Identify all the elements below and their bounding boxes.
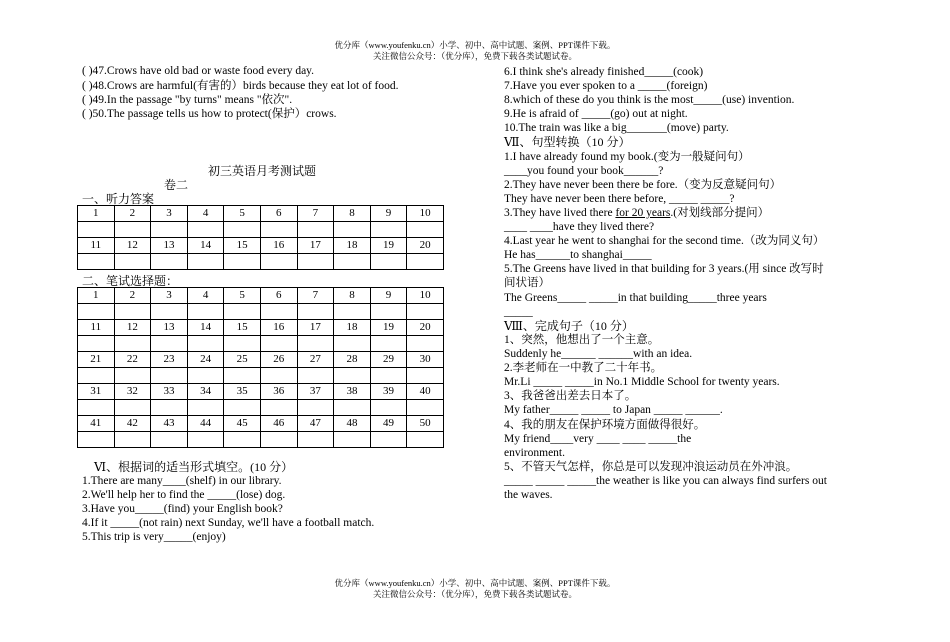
grid-number-cell: 41: [78, 416, 115, 432]
grid-answer-cell[interactable]: [297, 400, 334, 416]
grid-answer-cell[interactable]: [297, 368, 334, 384]
grid-number-cell: 2: [114, 206, 151, 222]
section7-line: 5.The Greens have lived in that building for 3 years.(用 since 改写时: [504, 263, 824, 275]
tf-question-49: ( )49.In the passage "by turns" means "依次".: [82, 94, 293, 106]
grid-answer-cell[interactable]: [187, 368, 224, 384]
grid-answer-cell[interactable]: [297, 222, 334, 238]
grid-answer-cell[interactable]: [370, 336, 407, 352]
section7-line: 间状语）: [504, 277, 550, 289]
grid-number-cell: 29: [370, 352, 407, 368]
grid-answer-cell[interactable]: [78, 304, 115, 320]
grid-number-cell: 46: [260, 416, 297, 432]
section7-line: _____: [504, 306, 533, 318]
grid-answer-cell[interactable]: [151, 336, 188, 352]
section6-item-10: 10.The train was like a big_______(move) party.: [504, 122, 729, 134]
grid-number-cell: 1: [78, 206, 115, 222]
grid-number-cell: 45: [224, 416, 261, 432]
grid-answer-cell[interactable]: [114, 222, 151, 238]
grid-number-cell: 34: [187, 384, 224, 400]
grid-answer-cell[interactable]: [370, 368, 407, 384]
section8-line: My father_____ _____ to Japan _____ ______.: [504, 404, 723, 416]
grid-number-cell: 39: [370, 384, 407, 400]
grid-answer-cell[interactable]: [297, 254, 334, 270]
grid-row: [78, 384, 444, 400]
grid-number-cell: 9: [370, 206, 407, 222]
section8-line: 3、我爸爸出差去日本了。: [504, 390, 637, 402]
grid-answer-cell[interactable]: [151, 368, 188, 384]
grid-row: [78, 254, 444, 270]
grid-answer-cell[interactable]: [260, 304, 297, 320]
grid-answer-cell[interactable]: [187, 304, 224, 320]
listening-answer-label: 一、听力答案: [82, 192, 155, 206]
section7-line: ____you found your book______?: [504, 165, 664, 177]
section8-line: _____ _____ _____the weather is like you can always find surfers out: [504, 475, 827, 487]
grid-number-cell: 49: [370, 416, 407, 432]
grid-answer-cell[interactable]: [260, 254, 297, 270]
grid-number-cell: 19: [370, 238, 407, 254]
grid-number-cell: 16: [260, 238, 297, 254]
grid-answer-cell[interactable]: [260, 432, 297, 448]
grid-number-cell: 6: [260, 206, 297, 222]
grid-number-cell: 30: [407, 352, 444, 368]
section6-item-3: 3.Have you_____(find) your English book?: [82, 503, 283, 515]
grid-number-cell: 18: [334, 320, 371, 336]
grid-answer-cell[interactable]: [187, 336, 224, 352]
grid-number-cell: 26: [260, 352, 297, 368]
grid-answer-cell[interactable]: [407, 336, 444, 352]
grid-number-cell: 12: [114, 320, 151, 336]
grid-number-cell: 31: [78, 384, 115, 400]
section8-line: 4、我的朋友在保护环境方面做得很好。: [504, 419, 706, 431]
section7-line-3-end: .(对划线部分提问）: [670, 207, 770, 219]
grid-number-cell: 17: [297, 320, 334, 336]
grid-number-cell: 11: [78, 320, 115, 336]
section7-line: They have never been there before, _____ _____?: [504, 193, 735, 205]
grid-number-cell: 7: [297, 288, 334, 304]
page-header-line1: 优分库（www.youfenku.cn）小学、初中、高中试题、案例、PPT课件下载。: [334, 40, 616, 50]
grid-row: [78, 416, 444, 432]
section8-line: 5、不管天气怎样，你总是可以发现冲浪运动员在外冲浪。: [504, 461, 798, 473]
grid-number-cell: 1: [78, 288, 115, 304]
grid-number-cell: 10: [407, 206, 444, 222]
grid-number-cell: 47: [297, 416, 334, 432]
grid-number-cell: 8: [334, 206, 371, 222]
grid-answer-cell[interactable]: [370, 304, 407, 320]
grid-answer-cell[interactable]: [260, 222, 297, 238]
grid-number-cell: 22: [114, 352, 151, 368]
grid-answer-cell[interactable]: [224, 432, 261, 448]
grid-number-cell: 36: [260, 384, 297, 400]
section7-line: 1.I have already found my book.(变为一般疑问句）: [504, 151, 750, 163]
grid-answer-cell[interactable]: [224, 222, 261, 238]
grid-number-cell: 21: [78, 352, 115, 368]
grid-number-cell: 7: [297, 206, 334, 222]
grid-number-cell: 25: [224, 352, 261, 368]
grid-answer-cell[interactable]: [114, 254, 151, 270]
grid-answer-cell[interactable]: [297, 432, 334, 448]
grid-answer-cell[interactable]: [151, 304, 188, 320]
grid-answer-cell[interactable]: [151, 222, 188, 238]
grid-number-cell: 40: [407, 384, 444, 400]
section8-line: My friend____very ____ ____ _____the: [504, 433, 692, 445]
grid-answer-cell[interactable]: [224, 254, 261, 270]
grid-answer-cell[interactable]: [407, 368, 444, 384]
section6-item-9: 9.He is afraid of _____(go) out at night.: [504, 108, 688, 120]
grid-answer-cell[interactable]: [260, 336, 297, 352]
grid-number-cell: 35: [224, 384, 261, 400]
grid-row: [78, 320, 444, 336]
grid-number-cell: 43: [151, 416, 188, 432]
grid-answer-cell[interactable]: [151, 432, 188, 448]
section7-line: The Greens_____ _____in that building_____three years: [504, 292, 767, 304]
grid-answer-cell[interactable]: [78, 432, 115, 448]
grid-answer-cell[interactable]: [187, 222, 224, 238]
grid-row: [78, 238, 444, 254]
grid-row: [78, 432, 444, 448]
grid-number-cell: 2: [114, 288, 151, 304]
grid-number-cell: 24: [187, 352, 224, 368]
grid-number-cell: 50: [407, 416, 444, 432]
grid-row: [78, 336, 444, 352]
grid-number-cell: 10: [407, 288, 444, 304]
grid-answer-cell[interactable]: [407, 432, 444, 448]
grid-row: [78, 352, 444, 368]
grid-row: [78, 206, 444, 222]
grid-number-cell: 12: [114, 238, 151, 254]
grid-answer-cell[interactable]: [78, 368, 115, 384]
grid-number-cell: 13: [151, 320, 188, 336]
grid-number-cell: 27: [297, 352, 334, 368]
grid-number-cell: 14: [187, 320, 224, 336]
tf-question-48: ( )48.Crows are harmful(有害的）birds because they eat lot of food.: [82, 80, 399, 92]
grid-answer-cell[interactable]: [151, 254, 188, 270]
grid-number-cell: 3: [151, 288, 188, 304]
grid-row: [78, 288, 444, 304]
grid-answer-cell[interactable]: [334, 304, 371, 320]
section6-item-1: 1.There are many____(shelf) in our library.: [82, 475, 282, 487]
grid-row: [78, 222, 444, 238]
grid-number-cell: 37: [297, 384, 334, 400]
grid-number-cell: 15: [224, 238, 261, 254]
grid-answer-cell[interactable]: [224, 368, 261, 384]
grid-answer-cell[interactable]: [334, 254, 371, 270]
grid-number-cell: 9: [370, 288, 407, 304]
grid-answer-cell[interactable]: [78, 400, 115, 416]
grid-answer-cell[interactable]: [114, 368, 151, 384]
grid-answer-cell[interactable]: [334, 336, 371, 352]
grid-answer-cell[interactable]: [407, 222, 444, 238]
grid-number-cell: 23: [151, 352, 188, 368]
grid-answer-cell[interactable]: [407, 254, 444, 270]
grid-number-cell: 32: [114, 384, 151, 400]
grid-answer-cell[interactable]: [187, 432, 224, 448]
grid-number-cell: 42: [114, 416, 151, 432]
grid-answer-cell[interactable]: [370, 222, 407, 238]
grid-answer-cell[interactable]: [407, 304, 444, 320]
exam-title: 初三英语月考测试题: [208, 164, 317, 178]
grid-number-cell: 11: [78, 238, 115, 254]
grid-answer-cell[interactable]: [370, 254, 407, 270]
grid-number-cell: 20: [407, 238, 444, 254]
grid-number-cell: 3: [151, 206, 188, 222]
grid-number-cell: 16: [260, 320, 297, 336]
listening-answer-grid: [77, 205, 444, 270]
grid-row: [78, 400, 444, 416]
grid-answer-cell[interactable]: [297, 304, 334, 320]
grid-number-cell: 28: [334, 352, 371, 368]
grid-answer-cell[interactable]: [334, 400, 371, 416]
grid-answer-cell[interactable]: [78, 254, 115, 270]
section7-line: ____ ____have they lived there?: [504, 221, 655, 233]
grid-answer-cell[interactable]: [224, 400, 261, 416]
grid-number-cell: 14: [187, 238, 224, 254]
section7-line-3: [504, 206, 769, 220]
grid-answer-cell[interactable]: [260, 368, 297, 384]
grid-number-cell: 44: [187, 416, 224, 432]
section8-line: the waves.: [504, 489, 553, 501]
grid-number-cell: 15: [224, 320, 261, 336]
grid-answer-cell[interactable]: [114, 432, 151, 448]
section7-title: Ⅶ、句型转换（10 分）: [504, 135, 631, 149]
grid-answer-cell[interactable]: [407, 400, 444, 416]
section8-line: 1、突然，他想出了一个主意。: [504, 334, 660, 346]
section8-title: Ⅷ、完成句子（10 分）: [504, 319, 634, 333]
grid-number-cell: 19: [370, 320, 407, 336]
section6-item-6: 6.I think she's already finished_____(cook): [504, 66, 704, 78]
section8-line: Suddenly he______ ______with an idea.: [504, 348, 693, 360]
grid-row: [78, 368, 444, 384]
grid-answer-cell[interactable]: [334, 432, 371, 448]
grid-answer-cell[interactable]: [297, 336, 334, 352]
grid-number-cell: 8: [334, 288, 371, 304]
grid-number-cell: 18: [334, 238, 371, 254]
section7-line: 4.Last year he went to shanghai for the second time.（改为同义句）: [504, 235, 825, 247]
grid-number-cell: 4: [187, 288, 224, 304]
grid-number-cell: 5: [224, 288, 261, 304]
tf-question-47: ( )47.Crows have old bad or waste food every day.: [82, 65, 315, 77]
grid-answer-cell[interactable]: [114, 400, 151, 416]
section6-item-2: 2.We'll help her to find the _____(lose) dog.: [82, 489, 286, 501]
grid-number-cell: 20: [407, 320, 444, 336]
section6-title: Ⅵ、根据词的适当形式填空。(10 分）: [94, 460, 294, 474]
tf-question-50: ( )50.The passage tells us how to protect(保护）crows.: [82, 108, 337, 120]
grid-number-cell: 33: [151, 384, 188, 400]
page-header-line2: 关注微信公众号：（优分库），免费下载各类试题试卷。: [372, 51, 577, 61]
grid-number-cell: 6: [260, 288, 297, 304]
grid-number-cell: 5: [224, 206, 261, 222]
grid-answer-cell[interactable]: [151, 400, 188, 416]
section6-item-5: 5.This trip is very_____(enjoy): [82, 531, 226, 543]
section8-line: environment.: [504, 447, 565, 459]
grid-answer-cell[interactable]: [114, 304, 151, 320]
grid-answer-cell[interactable]: [187, 254, 224, 270]
grid-answer-cell[interactable]: [370, 432, 407, 448]
grid-answer-cell[interactable]: [224, 336, 261, 352]
grid-row: [78, 304, 444, 320]
page-footer-line1: 优分库（www.youfenku.cn）小学、初中、高中试题、案例、PPT课件下载。: [334, 578, 616, 588]
section6-item-8: 8.which of these do you think is the most_____(use) invention.: [504, 94, 795, 106]
grid-answer-cell[interactable]: [370, 400, 407, 416]
section8-line: 2.李老师在一中教了二十年书。: [504, 362, 663, 374]
grid-answer-cell[interactable]: [334, 222, 371, 238]
grid-answer-cell[interactable]: [114, 336, 151, 352]
section8-line: Mr.Li _____ _____in No.1 Middle School for twenty years.: [504, 376, 780, 388]
grid-number-cell: 4: [187, 206, 224, 222]
grid-number-cell: 48: [334, 416, 371, 432]
grid-answer-cell[interactable]: [260, 400, 297, 416]
grid-answer-cell[interactable]: [78, 336, 115, 352]
exam-subtitle: 卷二: [164, 178, 189, 192]
section6-item-7: 7.Have you ever spoken to a _____(foreign): [504, 80, 708, 92]
grid-answer-cell[interactable]: [224, 304, 261, 320]
grid-number-cell: 17: [297, 238, 334, 254]
grid-number-cell: 13: [151, 238, 188, 254]
section6-item-4: 4.If it _____(not rain) next Sunday, we'll have a football match.: [82, 517, 375, 529]
grid-answer-cell[interactable]: [334, 368, 371, 384]
underlined-phrase: for 20 years: [615, 207, 671, 219]
grid-number-cell: 38: [334, 384, 371, 400]
section7-line-3-start: 3.They have lived there: [504, 207, 616, 219]
written-answer-grid: [77, 287, 444, 448]
written-choice-label: 二、笔试选择题：: [82, 274, 179, 288]
grid-answer-cell[interactable]: [187, 400, 224, 416]
grid-answer-cell[interactable]: [78, 222, 115, 238]
section7-line: He has______to shanghai_____: [504, 249, 652, 261]
page-footer-line2: 关注微信公众号：（优分库），免费下载各类试题试卷。: [372, 589, 577, 599]
section7-line: 2.They have never been there be fore.（变为反意疑问句）: [504, 179, 782, 191]
